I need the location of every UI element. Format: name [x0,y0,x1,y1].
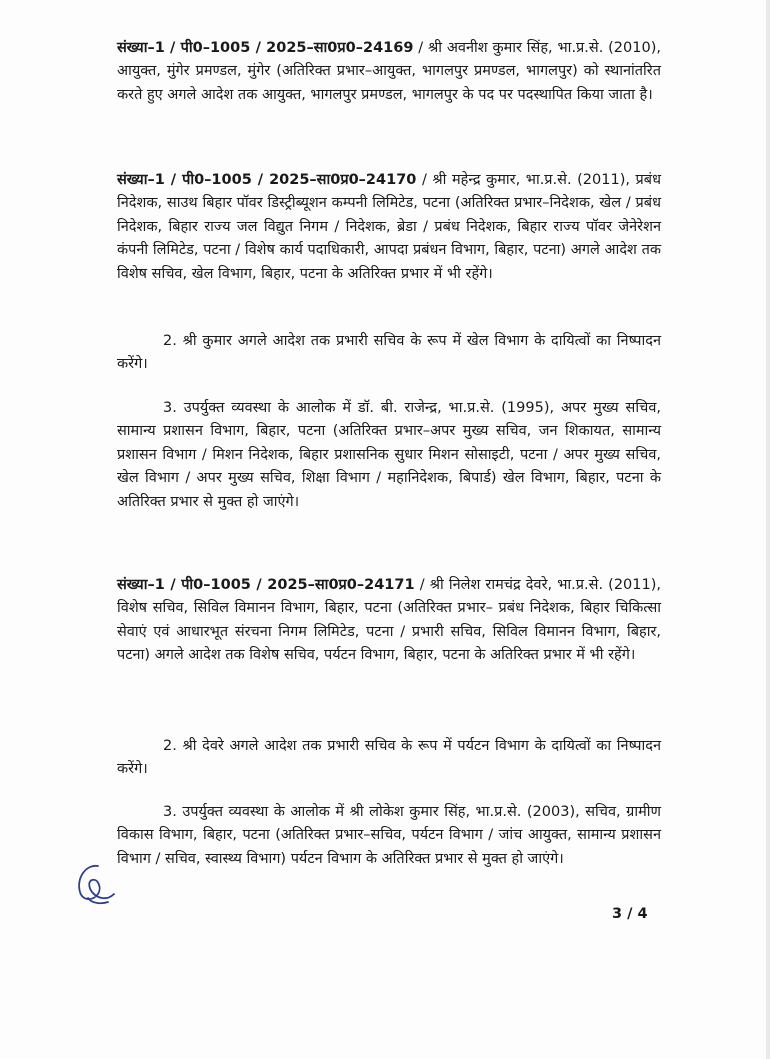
order-ref: संख्या–1 / पी0–1005 / 2025–सा0प्र0–24170 [117,172,417,188]
signature-mark [68,858,120,908]
order-24171-para-3: 3. उपर्युक्त व्यवस्था के आलोक में श्री लोकेश कुमार सिंह, भा.प्र.से. (2003), सचिव, ग्रामीण विकास विभाग, बिहार, पटना (अतिरिक्त प्रभार–सचिव, पर्यटन विभाग / जांच आयुक्त, सामान्य प्रशासन विभाग / सचिव, स्वास्थ्य विभाग) पर्यटन विभाग के अतिरिक्त प्रभार से मुक्त हो जाएंगे। [117,804,661,867]
order-ref: संख्या–1 / पी0–1005 / 2025–सा0प्र0–24169 [117,40,414,56]
scan-edge [766,0,770,1059]
order-24170 [117,169,661,286]
order-24170-para-2: 2. श्री कुमार अगले आदेश तक प्रभारी सचिव के रूप में खेल विभाग के दायित्वों का निष्पादन करेंगे। [117,333,661,373]
order-24170-para-3: 3. उपर्युक्त व्यवस्था के आलोक में डॉ. बी. राजेन्द्र, भा.प्र.से. (1995), अपर मुख्य सचिव, सामान्य प्रशासन विभाग, बिहार, पटना (अतिरिक्त प्रभार–अपर मुख्य सचिव, जन शिकायत, सामान्य प्रशासन विभाग / मिशन निदेशक, बिहार प्रशासनिक सुधार मिशन सोसाइटी, पटना / अपर मुख्य सचिव, खेल विभाग / अपर मुख्य सचिव, शिक्षा विभाग / महानिदेशक, बिपार्ड) खेल विभाग, बिहार, पटना के अतिरिक्त प्रभार से मुक्त हो जाएंगे। [117,400,661,510]
order-24171-para-2: 2. श्री देवरे अगले आदेश तक प्रभारी सचिव के रूप में पर्यटन विभाग के दायित्वों का निष्पादन करेंगे। [117,738,661,778]
page-number: 3 / 4 [612,906,648,922]
order-text: / श्री महेन्द्र कुमार, भा.प्र.से. (2011), प्रबंध निदेशक, साउथ बिहार पॉवर डिस्ट्रीब्यूशन कम्पनी लिमिटेड, पटना (अतिरिक्त प्रभार–निदेशक, खेल / प्रबंध निदेशक, बिहार राज्य जल विद्युत निगम / निदेशक, ब्रेडा / प्रबंध निदेशक, बिहार राज्य पॉवर जेनेरेशन कंपनी लिमिटेड, पटना / विशेष कार्य पदाधिकारी, आपदा प्रबंधन विभाग, बिहार, पटना) अगले आदेश तक विशेष सचिव, खेल विभाग, बिहार, पटना के अतिरिक्त प्रभार में भी रहेंगे। [117,172,661,282]
order-24171 [117,574,661,668]
order-text: / श्री निलेश रामचंद्र देवरे, भा.प्र.से. (2011), विशेष सचिव, सिविल विमानन विभाग, बिहार, पटना (अतिरिक्त प्रभार– प्रबंध निदेशक, बिहार चिकित्सा सेवाएं एवं आधारभूत संरचना निगम लिमिटेड, पटना / प्रभारी सचिव, सिविल विमानन विभाग, बिहार, पटना) अगले आदेश तक विशेष सचिव, पर्यटन विभाग, बिहार, पटना के अतिरिक्त प्रभार में भी रहेंगे। [117,577,661,664]
order-ref: संख्या–1 / पी0–1005 / 2025–सा0प्र0–24171 [117,577,415,593]
order-text: / श्री अवनीश कुमार सिंह, भा.प्र.से. (2010), आयुक्त, मुंगेर प्रमण्डल, मुंगेर (अतिरिक्त प्रभार–आयुक्त, भागलपुर प्रमण्डल, भागलपुर) को स्थानांतरित करते हुए अगले आदेश तक आयुक्त, भागलपुर प्रमण्डल, भागलपुर के पद पर पदस्थापित किया जाता है। [117,40,661,103]
order-24169 [117,37,661,107]
